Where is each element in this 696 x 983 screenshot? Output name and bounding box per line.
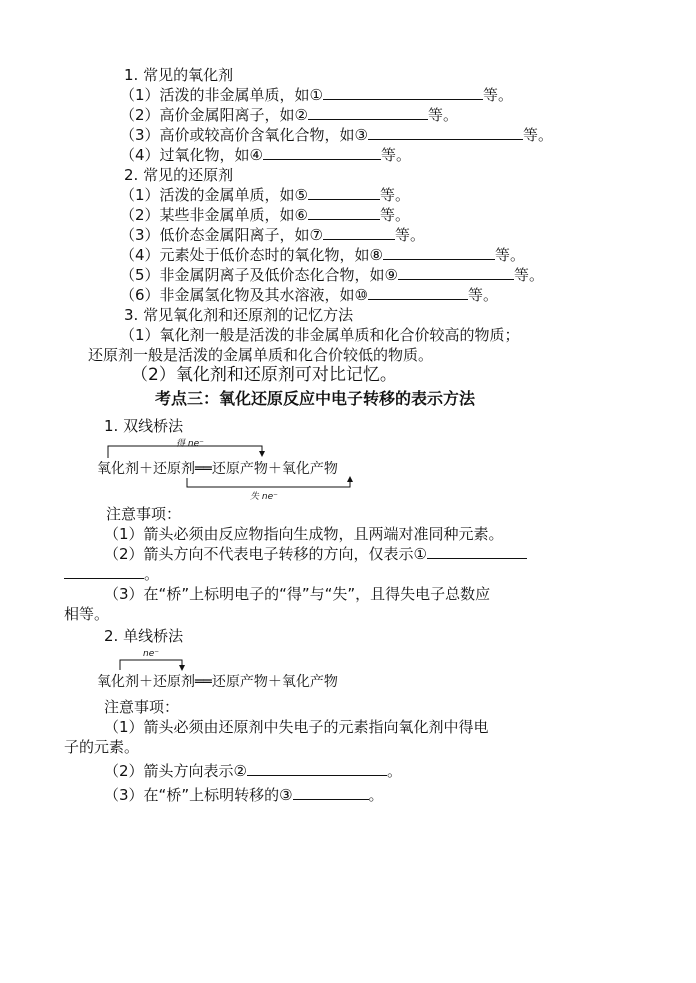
reductant-item-4-text: （4）元素处于低价态时的氧化物，如⑧ <box>120 246 383 264</box>
reductant-item-3-suffix: 等。 <box>395 226 426 244</box>
topic-title: 考点三：氧化还原反应中电子转移的表示方法 <box>155 389 476 408</box>
reductant-item-6-text: （6）非金属氢化物及其水溶液，如⑩ <box>120 286 368 304</box>
oxidant-item-3-text: （3）高价或较高价含氧化合物，如③ <box>120 126 368 144</box>
single-note-2 <box>104 762 402 780</box>
reductant-item-1-suffix: 等。 <box>380 186 411 204</box>
double-bridge-equation: 氧化剂＋还原剂══还原产物＋氧化产物 <box>97 461 338 477</box>
single-note-1-cont: 子的元素。 <box>64 738 140 756</box>
single-note-2-text: （2）箭头方向表示② <box>104 762 247 780</box>
single-electrons-label: ne⁻ <box>143 649 159 659</box>
reductant-item-3-text: （3）低价态金属阳离子，如⑦ <box>120 226 323 244</box>
oxidant-item-2-text: （2）高价金属阳离子，如② <box>120 106 308 124</box>
double-note-3: （3）在“桥”上标明电子的“得”与“失”，且得失电子总数应 <box>104 585 491 603</box>
double-notes-heading: 注意事项： <box>106 505 182 523</box>
blank-single-2[interactable] <box>247 762 387 776</box>
section2-heading: 2. 常见的还原剂 <box>124 166 234 184</box>
oxidant-item-1-text: （1）活泼的非金属单质，如① <box>120 86 323 104</box>
section1-heading: 1. 常见的氧化剂 <box>124 66 234 84</box>
memory-line-3: （2）氧化剂和还原剂可对比记忆。 <box>131 365 397 385</box>
single-note-3-text: （3）在“桥”上标明转移的③ <box>104 786 293 804</box>
reductant-item-1-text: （1）活泼的金属单质，如⑤ <box>120 186 308 204</box>
single-note-2-end: 。 <box>387 762 403 780</box>
single-bridge-equation: 氧化剂＋还原剂══还原产物＋氧化产物 <box>97 674 338 690</box>
reductant-item-6-suffix: 等。 <box>468 286 499 304</box>
single-note-1: （1）箭头必须由还原剂中失电子的元素指向氧化剂中得电 <box>104 718 489 736</box>
memory-line-2: 还原剂一般是活泼的金属单质和化合价较低的物质。 <box>88 346 434 364</box>
blank-single-3[interactable] <box>293 786 369 800</box>
reductant-item-2-suffix: 等。 <box>380 206 411 224</box>
double-note-3-cont: 相等。 <box>64 605 110 623</box>
double-note-1: （1）箭头必须由反应物指向生成物，且两端对准同种元素。 <box>104 525 504 543</box>
reductant-item-5-text: （5）非金属阴离子及低价态化合物，如⑨ <box>120 266 398 284</box>
oxidant-item-4-suffix: 等。 <box>381 146 412 164</box>
reductant-item-4-suffix: 等。 <box>495 246 526 264</box>
oxidant-item-1-suffix: 等。 <box>483 86 514 104</box>
oxidant-item-4-text: （4）过氧化物，如④ <box>120 146 263 164</box>
double-note-2-end: 。 <box>144 565 160 583</box>
oxidant-item-3-suffix: 等。 <box>523 126 554 144</box>
reductant-item-2-text: （2）某些非金属单质，如⑥ <box>120 206 308 224</box>
gain-electrons-label: 得 ne⁻ <box>176 439 204 449</box>
oxidant-item-2-suffix: 等。 <box>428 106 459 124</box>
section3-heading: 3. 常见氧化剂和还原剂的记忆方法 <box>124 306 354 324</box>
single-note-3 <box>104 786 384 804</box>
reductant-item-5-suffix: 等。 <box>514 266 545 284</box>
single-note-3-end: 。 <box>368 786 384 804</box>
lose-electrons-label: 失 ne⁻ <box>250 492 278 502</box>
memory-line-1: （1）氧化剂一般是活泼的非金属单质和化合价较高的物质； <box>120 326 520 344</box>
single-notes-heading: 注意事项： <box>104 698 180 716</box>
double-bridge-heading: 1. 双线桥法 <box>104 417 184 435</box>
double-note-2-text: （2）箭头方向不代表电子转移的方向，仅表示① <box>104 545 427 563</box>
single-bridge-heading: 2. 单线桥法 <box>104 627 184 645</box>
